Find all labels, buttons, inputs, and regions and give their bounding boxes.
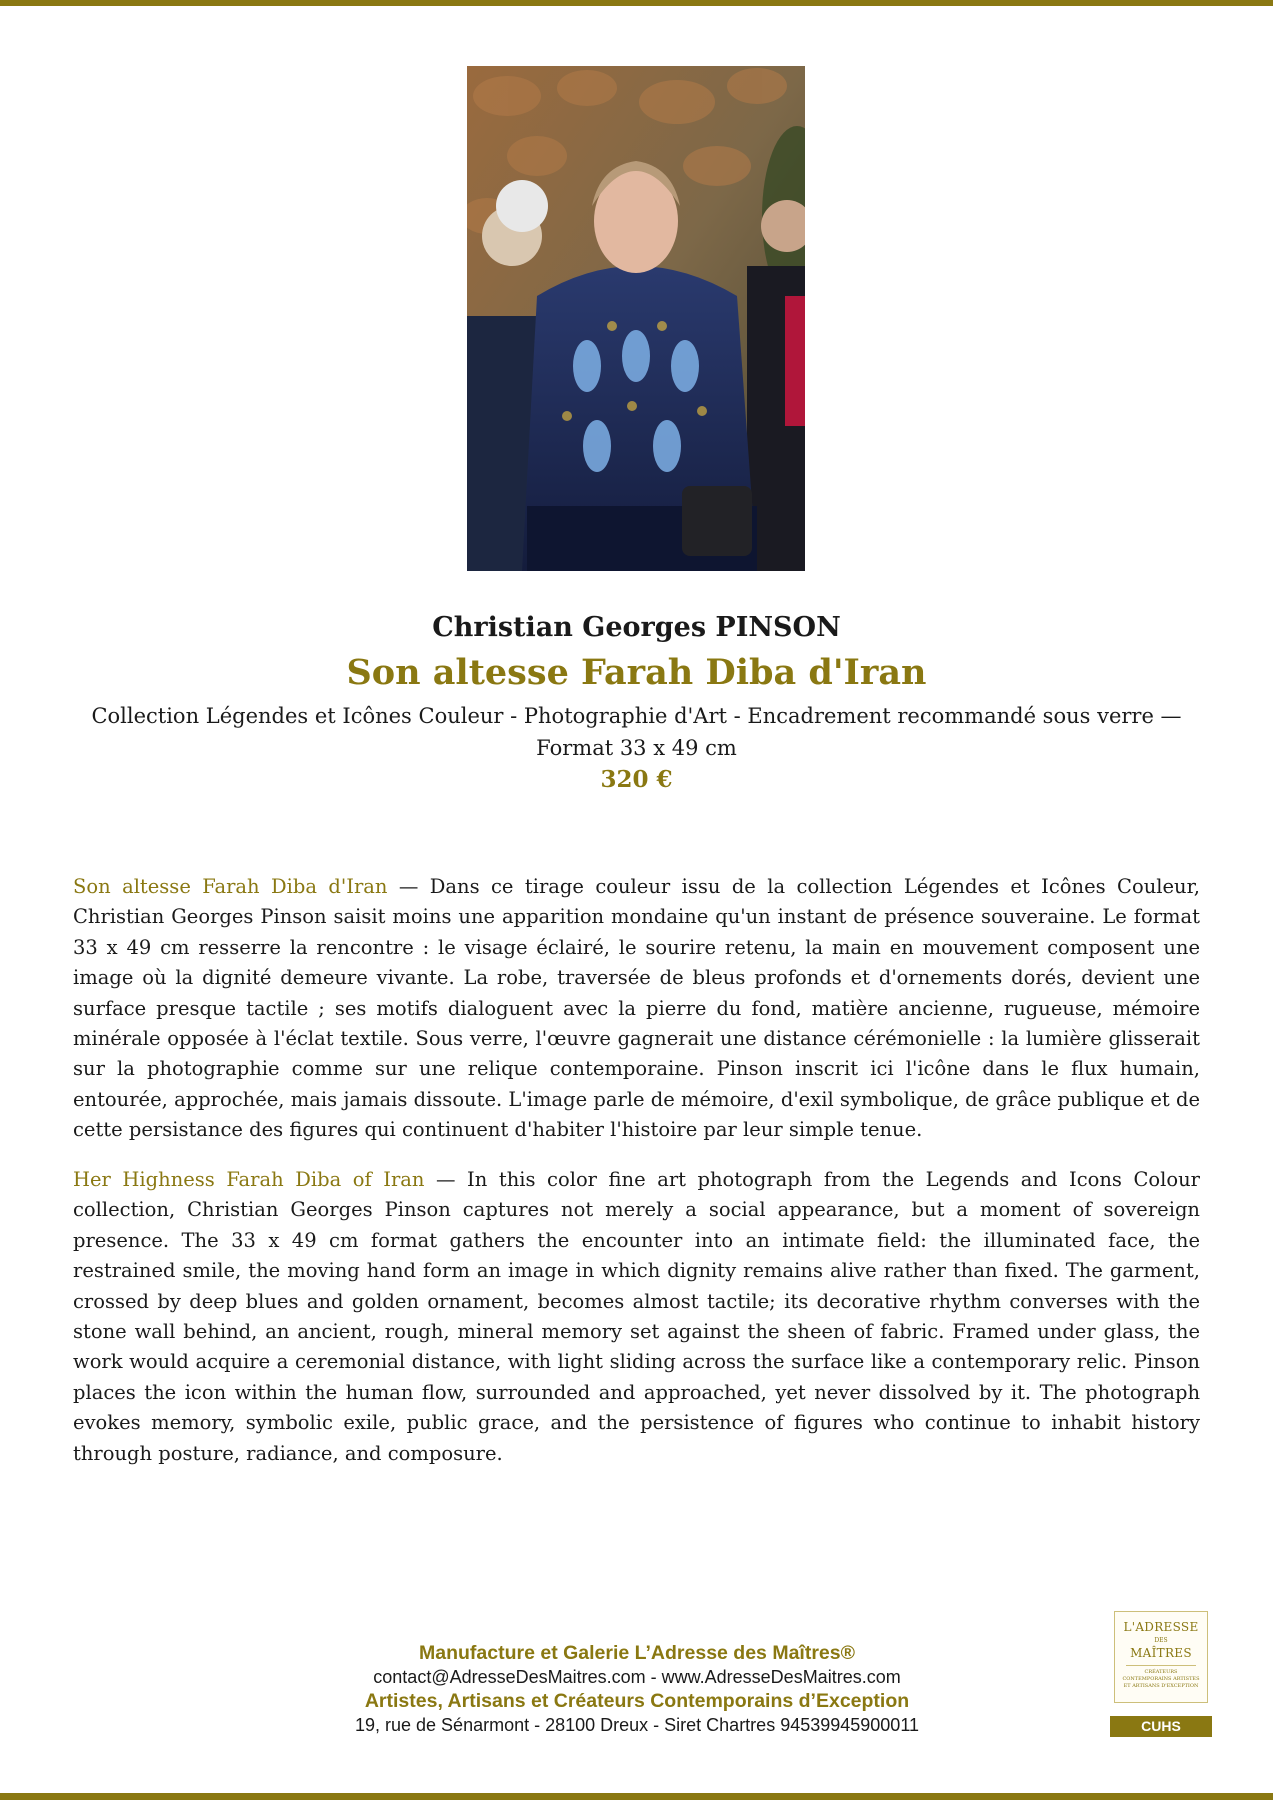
- top-rule: [0, 0, 1273, 6]
- footer-address: 19, rue de Sénarmont - 28100 Dreux - Siret Chartres 94539945900011: [354, 1715, 920, 1735]
- description-lead-fr: Son altesse Farah Diba d'Iran: [73, 875, 388, 898]
- artwork-price: 320 €: [600, 766, 673, 793]
- description-paragraph-fr: [73, 872, 1200, 1146]
- logo-line-1: L'ADRESSE: [1123, 1620, 1199, 1634]
- description-english: [73, 1165, 1200, 1487]
- artwork-subtitle: Collection Légendes et Icônes Couleur - Photographie d'Art - Encadrement recommandé sous verre — Format 33 x 49 cm: [91, 704, 1182, 760]
- footer-gallery-name: Manufacture et Galerie L’Adresse des Maîtres®: [419, 1642, 855, 1664]
- description-french: [73, 872, 1200, 1164]
- logo-line-4: CRÉATEURS CONTEMPORAINS ARTISTES ET ARTISANS D'EXCEPTION: [1122, 1669, 1200, 1689]
- gallery-logo: [1114, 1611, 1208, 1703]
- description-paragraph-en: [73, 1165, 1200, 1469]
- logo-divider: [1126, 1665, 1196, 1666]
- logo-line-3: MAÎTRES: [1130, 1646, 1192, 1660]
- footer-contact: contact@AdresseDesMaitres.com - www.AdresseDesMaitres.com: [373, 1667, 901, 1687]
- bottom-rule: [0, 1793, 1273, 1800]
- cuhs-badge: CUHS: [1110, 1716, 1212, 1737]
- footer: [226, 1641, 1048, 1737]
- artwork-photograph-image: [467, 66, 805, 571]
- artist-name: Christian Georges PINSON: [432, 612, 841, 643]
- description-text-fr: — Dans ce tirage couleur issu de la collection Légendes et Icônes Couleur, Christian Georges Pinson saisit moins une apparition mondaine qu'un instant de présence souveraine. Le format 33 x 49 cm resserre la rencontre : le visage éclairé, le sourire retenu, la main en mouvement composent une image où la dignité demeure vivante. La robe, traversée de bleus profonds et d'ornements dorés, devient une surface presque tactile ; ses motifs dialoguent avec la pierre du fond, matière ancienne, rugueuse, mémoire minérale opposée à l'éclat textile. Sous verre, l'œuvre gagnerait une distance cérémonielle : la lumière glisserait sur la photographie comme sur une relique contemporaine. Pinson inscrit ici l'icône dans le flux humain, entourée, approchée, mais jamais dissoute. L'image parle de mémoire, d'exil symbolique, de grâce publique et de cette persistance des figures qui continuent d'habiter l'histoire par leur simple tenue.: [73, 875, 1200, 1142]
- artwork-photograph: [467, 66, 805, 571]
- logo-line-2: DES: [1154, 1637, 1168, 1644]
- artwork-title: Son altesse Farah Diba d'Iran: [346, 652, 927, 693]
- description-text-en: — In this color fine art photograph from the Legends and Icons Colour collection, Christian Georges Pinson captures not merely a social appearance, but a moment of sovereign presence. The 33 x 49 cm format gathers the encounter into an intimate field: the illuminated face, the restrained smile, the moving hand form an image in which dignity remains alive rather than fixed. The garment, crossed by deep blues and golden ornament, becomes almost tactile; its decorative rhythm converses with the stone wall behind, an ancient, rough, mineral memory set against the sheen of fabric. Framed under glass, the work would acquire a ceremonial distance, with light sliding across the surface like a contemporary relic. Pinson places the icon within the human flow, surrounded and approached, yet never dissolved by it. The photograph evokes memory, symbolic exile, public grace, and the persistence of figures who continue to inhabit history through posture, radiance, and composure.: [73, 1168, 1200, 1465]
- description-lead-en: Her Highness Farah Diba of Iran: [73, 1168, 425, 1191]
- footer-tagline: Artistes, Artisans et Créateurs Contemporains d’Exception: [364, 1690, 910, 1712]
